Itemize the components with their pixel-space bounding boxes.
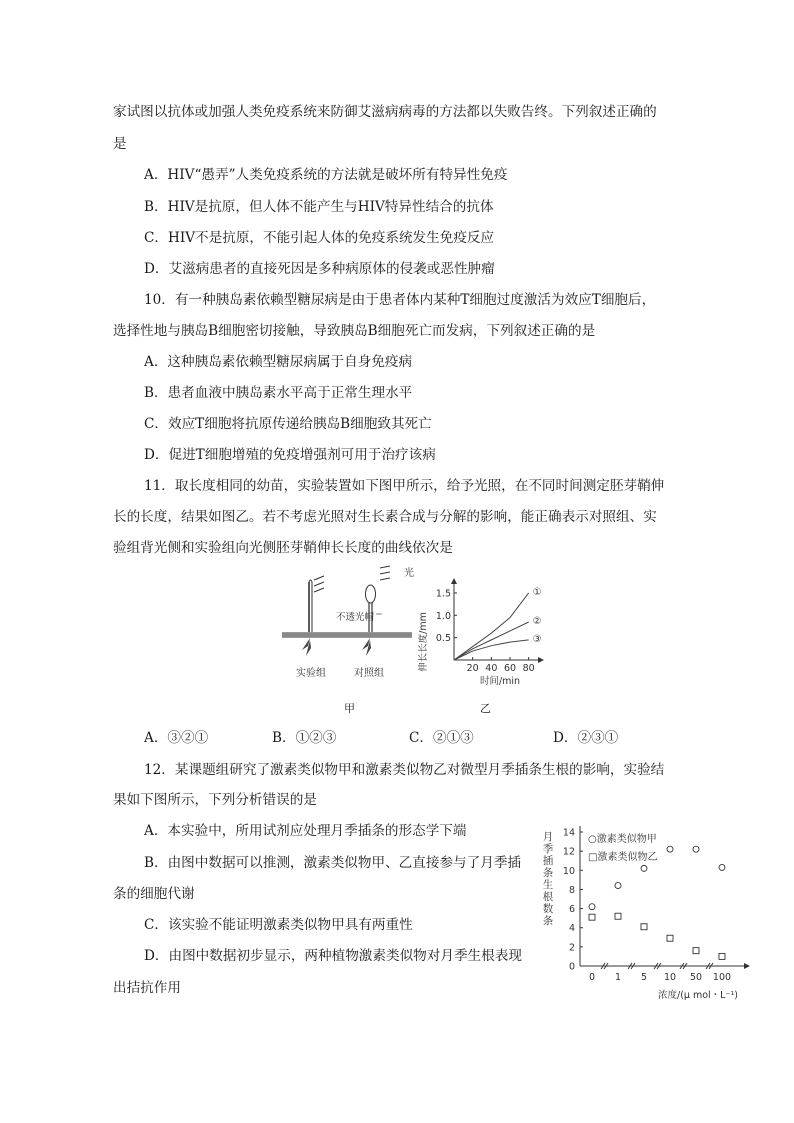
q11-stem-line3: 验组背光侧和实验组向光侧胚芽鞘伸长长度的曲线依次是 (113, 540, 453, 556)
figure-yi-caption: 乙 (480, 703, 491, 715)
q12-ylabel-char: 数 (542, 903, 554, 915)
q12-point-yi (693, 948, 699, 954)
q12-xtick-label: 50 (689, 972, 703, 983)
light-arrows-left (314, 576, 324, 592)
q11-stem-line1: 11．取长度相同的幼苗，实验装置如下图甲所示，给予光照，在不同时间测定胚芽鞘伸 (144, 478, 665, 494)
yi-x-arrow (538, 657, 544, 663)
q9-option-d: D．艾滋病患者的直接死因是多种病原体的侵袭或恶性肿瘤 (144, 261, 495, 277)
q12-ylabel-char: 生 (542, 879, 554, 891)
q12-option-a: A．本实验中，所用试剂应处理月季插条的形态学下端 (144, 823, 467, 839)
q12-point-yi (589, 914, 595, 920)
q12-point-yi (667, 935, 673, 941)
q9-stem-line1: 家试图以抗体或加强人类免疫系统来防御艾滋病病毒的方法都以失败告终。下列叙述正确的 (113, 104, 657, 120)
q12-ytick-label: 8 (568, 884, 575, 896)
yi-xtick-label: 40 (485, 663, 498, 674)
yi-ytick-label: 0.5 (435, 633, 451, 645)
q12-point-jia (719, 864, 725, 870)
yi-xlabel: 时间/min (479, 676, 521, 687)
q12-ytick-label: 4 (568, 923, 575, 935)
q12-ytick-label: 10 (562, 865, 575, 877)
soil (282, 632, 412, 638)
q11-stem-line2: 长的长度，结果如图乙。若不考虑光照对生长素合成与分解的影响，能正确表示对照组、实 (113, 509, 657, 525)
q12-point-yi (615, 913, 621, 919)
ctrl-group-label: 对照组 (354, 668, 384, 679)
q10-option-d: D．促进T细胞增殖的免疫增强剂可用于治疗该病 (144, 447, 436, 463)
yi-curve-label-3: ③ (532, 633, 542, 645)
q12-point-yi (719, 953, 725, 959)
q12-option-d-line2: 出拮抗作用 (113, 980, 181, 996)
q12-xtick-label: 5 (640, 972, 648, 983)
q11-option-b: B．①②③ (272, 730, 337, 746)
q12-point-jia (589, 904, 595, 910)
yi-xtick-label: 20 (466, 663, 479, 674)
yi-xtick-label: 60 (503, 663, 517, 674)
q12-option-d-line1: D．由图中数据初步显示，两种植物激素类似物对月季生根表现 (144, 948, 522, 964)
yi-curve-3 (454, 640, 529, 660)
yi-y-arrow (451, 578, 457, 584)
figure-jia (278, 562, 418, 692)
q9-option-a: A．HIV“愚弄”人类免疫系统的方法就是破坏所有特异性免疫 (144, 167, 508, 183)
q12-ylabel-char: 月 (542, 831, 554, 843)
q10-option-a: A．这种胰岛素依赖型糖尿病属于自身免疫病 (144, 354, 413, 370)
q10-option-c: C．效应T细胞将抗原传递给胰岛B细胞致其死亡 (144, 416, 432, 432)
q12-legend-entry: ○激素类似物甲 (588, 834, 657, 845)
q12-option-b-line2: 条的细胞代谢 (113, 886, 195, 902)
q9-stem-line2: 是 (113, 136, 127, 152)
q10-option-b: B．患者血液中胰岛素水平高于正常生理水平 (144, 385, 413, 401)
yi-ylabel: 伸长长度/mm (418, 612, 429, 672)
q12-point-jia (615, 883, 621, 889)
light-arrows-right (380, 566, 390, 580)
q12-ylabel-char: 季 (542, 843, 554, 855)
q12-legend-entry: □激素类似物乙 (588, 852, 658, 863)
q10-stem-line2: 选择性地与胰岛B细胞密切接触，导致胰岛B细胞死亡而发病，下列叙述正确的是 (113, 323, 596, 339)
q12-xtick-label: 1 (614, 972, 622, 983)
cap-label: 不透光帽 (336, 612, 375, 623)
yi-curve-label-1: ① (532, 586, 542, 598)
q12-ytick-label: 0 (568, 961, 575, 973)
q12-xtick-label: 100 (712, 972, 732, 983)
q10-stem-line1: 10．有一种胰岛素依赖型糖尿病是由于患者体内某种T细胞过度激活为效应T细胞后， (144, 292, 656, 308)
q12-option-c: C．该实验不能证明激素类似物甲具有两重性 (144, 917, 413, 933)
yi-ytick-label: 1.5 (435, 588, 451, 600)
q12-xtick-label: 0 (588, 972, 596, 983)
q12-ylabel-char: 条 (542, 867, 554, 879)
q11-option-a: A．③②① (144, 730, 209, 746)
q11-option-d: D．②③① (553, 730, 619, 746)
experimental-seedling (309, 580, 312, 634)
yi-curve-1 (454, 593, 529, 660)
q12-xlabel: 浓度/(μ mol・L⁻¹) (658, 990, 738, 1001)
yi-xtick-label: 80 (522, 663, 535, 674)
q12-point-jia (641, 865, 647, 871)
q12-ylabel-char: 条 (542, 915, 554, 927)
q12-ytick-label: 12 (562, 846, 575, 858)
q12-ylabel-char: 根 (542, 891, 554, 903)
figure-jia-caption: 甲 (344, 703, 355, 715)
q12-stem-line1: 12．某课题组研究了激素类似物甲和激素类似物乙对微型月季插条生根的影响，实验结 (144, 762, 665, 778)
control-seedling (366, 585, 376, 634)
exp-group-label: 实验组 (296, 668, 326, 679)
q12-ylabel-char: 插 (542, 855, 554, 867)
q12-stem-line2: 果如下图所示，下列分析错误的是 (113, 792, 317, 808)
q12-ytick-label: 2 (568, 942, 575, 954)
q12-xtick-label: 10 (663, 972, 677, 983)
yi-ytick-label: 1.0 (435, 610, 451, 622)
q12-point-yi (641, 924, 647, 930)
yi-curve-label-2: ② (532, 616, 542, 627)
q12-ytick-label: 14 (562, 827, 575, 839)
q12-point-jia (693, 846, 699, 852)
light-label: 光 (404, 568, 414, 579)
opaque-cap (366, 585, 376, 603)
q9-option-c: C．HIV不是抗原，不能引起人体的免疫系统发生免疫反应 (144, 230, 495, 246)
roots (302, 638, 378, 656)
q11-option-c: C．②①③ (409, 730, 474, 746)
figure-yi-chart (418, 578, 548, 690)
q12-ytick-label: 6 (568, 904, 575, 916)
q9-option-b: B．HIV是抗原，但人体不能产生与HIV特异性结合的抗体 (144, 199, 494, 215)
q12-x-arrow (744, 963, 750, 969)
q12-option-b-line1: B．由图中数据可以推测，激素类似物甲、乙直接参与了月季插 (144, 855, 522, 871)
figure-q12-chart (534, 822, 764, 1004)
q12-point-jia (667, 846, 673, 852)
